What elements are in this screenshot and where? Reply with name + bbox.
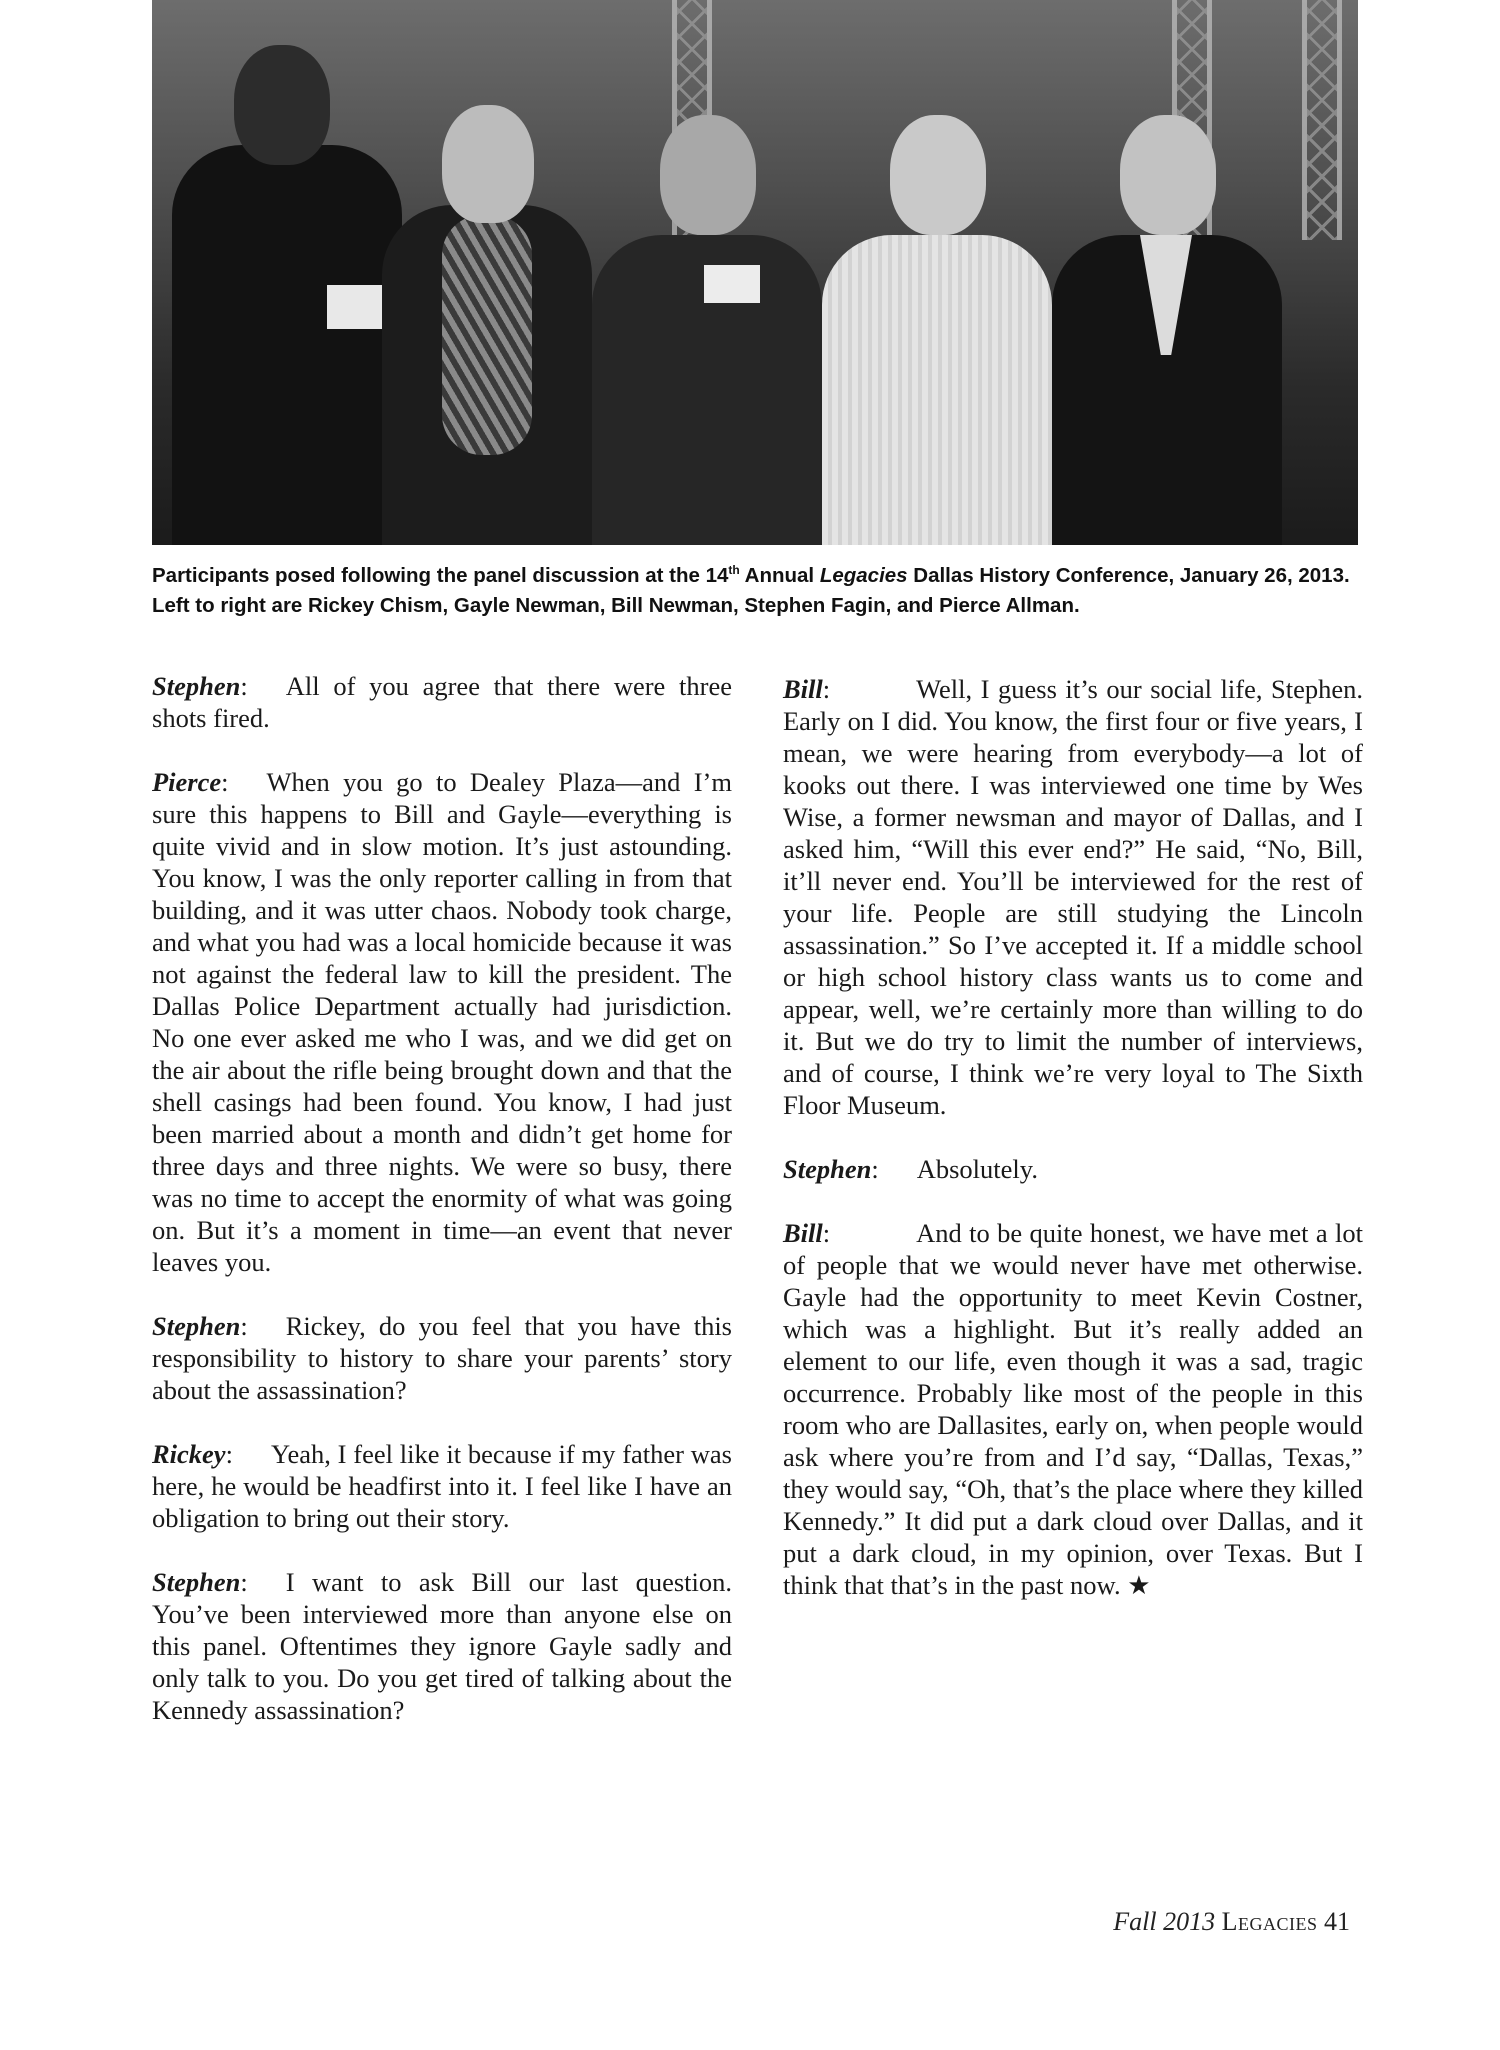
page-number: 41 bbox=[1324, 1907, 1350, 1936]
panel-participants-photo bbox=[152, 0, 1358, 545]
dialogue-text: Absolutely. bbox=[916, 1154, 1038, 1184]
dialogue-text: And to be quite honest, we have met a lot of people that we would never have met otherwise. Gayle had the opportunity to meet Kevin Costner, which was a highlight. But it’s really added an element to our life, even though it was a sad, tragic occurrence. Probably like most of the people in this room who are Dallasites, early on, when people would ask where you’re from and I’d say, “Dallas, Texas,” they would say, “Oh, that’s the place where they killed Kennedy.” It did put a dark cloud over Dallas, and it put a dark cloud, in my opinion, over Texas. But I think that that’s in the past now. bbox=[783, 1218, 1363, 1600]
left-column bbox=[152, 670, 732, 1758]
right-column bbox=[783, 673, 1363, 1634]
person-stephen-fagin bbox=[822, 115, 1052, 545]
dialogue-text: Yeah, I feel like it because if my father was here, he would be headfirst into it. I feel like I have an obligation to bring out their story. bbox=[152, 1439, 732, 1533]
person-gayle-newman bbox=[382, 105, 592, 545]
speaker-name: Stephen bbox=[152, 1567, 241, 1597]
speaker-name: Stephen bbox=[152, 1311, 241, 1341]
stage-truss-far-right bbox=[1302, 0, 1342, 240]
dialogue-text: When you go to Dealey Plaza—and I’m sure this happens to Bill and Gayle—everything is quite vivid and in slow motion. It’s just astounding. You know, I was the only reporter calling in from that building, and it was utter chaos. Nobody took charge, and what you had was a local homicide because it was not against the federal law to kill the president. The Dallas Police Department actually had jurisdiction. No one ever asked me who I was, and we did get on the air about the rifle being brought down and that the shell casings had been found. You know, I had just been married about a month and didn’t get home for three days and three nights. We were so busy, there was no time to accept the enormity of what was going on. But it’s a moment in time—an event that never leaves you. bbox=[152, 767, 732, 1277]
dialogue-paragraph: Bill: And to be quite honest, we have met a lot of people that we would never have met otherwise. Gayle had the opportunity to meet Kevin Costner, which was a highlight. But it’s really added an element to our life, even though it was a sad, tragic occurrence. Probably like most of the people in this room who are Dallasites, early on, when people would ask where you’re from and I’d say, “Dallas, Texas,” they would say, “Oh, that’s the place where they killed Kennedy.” It did put a dark cloud over Dallas, and it put a dark cloud, in my opinion, over Texas. But I think that that’s in the past now. ★ bbox=[783, 1218, 1363, 1600]
photo-caption bbox=[152, 561, 1362, 621]
caption-text: Participants posed following the panel discussion at the 14 bbox=[152, 564, 729, 587]
name-badge bbox=[704, 265, 760, 303]
issue-label: Fall 2013 bbox=[1113, 1907, 1216, 1936]
speaker-name: Bill bbox=[783, 1218, 823, 1248]
star-end-mark-icon: ★ bbox=[1127, 1571, 1151, 1600]
speaker-name: Pierce bbox=[152, 767, 222, 797]
dialogue-paragraph: Stephen: Absolutely. bbox=[783, 1154, 1038, 1184]
dialogue-text: Well, I guess it’s our social life, Stephen. Early on I did. You know, the first four or five years, I mean, we were hearing from everybody—a lot of kooks out there. I was interviewed one time by Wes Wise, a former newsman and mayor of Dallas, and I asked him, “Will this ever end?” He said, “No, Bill, it’ll never end. You’ll be interviewed for the rest of your life. People are still studying the Lincoln assassination.” So I’ve accepted it. If a middle school or high school history class wants us to come and appear, well, we’re certainly more than willing to do it. But we do try to limit the number of interviews, and of course, I think we’re very loyal to The Sixth Floor Museum. bbox=[783, 674, 1363, 1120]
speaker-name: Stephen bbox=[152, 671, 241, 701]
person-bill-newman bbox=[592, 115, 822, 545]
dialogue-text: I want to ask Bill our last question. You’ve been interviewed more than anyone else on this panel. Oftentimes they ignore Gayle sadly and only talk to you. Do you get tired of talking about the Kennedy assassination? bbox=[152, 1567, 732, 1725]
speaker-name: Bill bbox=[783, 674, 823, 704]
person-pierce-allman bbox=[1052, 115, 1282, 545]
dialogue-paragraph: Stephen: All of you agree that there were three shots fired. bbox=[152, 671, 732, 733]
caption-text: Dallas History Conference, January 26, 2013. Left to right are Rickey Chism, Gayle Newman, Bill Newman, Stephen Fagin, and Pierce Allman. bbox=[152, 564, 1350, 617]
magazine-title: Legacies bbox=[1221, 1907, 1318, 1936]
dialogue-paragraph: Rickey: Yeah, I feel like it because if my father was here, he would be headfirst into it. I feel like I have an obligation to bring out their story. bbox=[152, 1439, 732, 1533]
dialogue-text: Rickey, do you feel that you have this responsibility to history to share your parents’ story about the assassination? bbox=[152, 1311, 732, 1405]
dialogue-text: All of you agree that there were three shots fired. bbox=[152, 671, 732, 733]
dialogue-paragraph: Stephen: Rickey, do you feel that you have this responsibility to history to share your parents’ story about the assassination? bbox=[152, 1311, 732, 1405]
dialogue-paragraph: Stephen: I want to ask Bill our last question. You’ve been interviewed more than anyone else on this panel. Oftentimes they ignore Gayle sadly and only talk to you. Do you get tired of talking about the Kennedy assassination? bbox=[152, 1567, 732, 1725]
dialogue-paragraph: Bill: Well, I guess it’s our social life, Stephen. Early on I did. You know, the first four or five years, I mean, we were hearing from everybody—a lot of kooks out there. I was interviewed one time by Wes Wise, a former newsman and mayor of Dallas, and I asked him, “Will this ever end?” He said, “No, Bill, it’ll never end. You’ll be interviewed for the rest of your life. People are still studying the Lincoln assassination.” So I’ve accepted it. If a middle school or high school history class wants us to come and appear, well, we’re certainly more than willing to do it. But we do try to limit the number of interviews, and of course, I think we’re very loyal to The Sixth Floor Museum. bbox=[783, 674, 1363, 1120]
speaker-name: Stephen bbox=[783, 1154, 872, 1184]
caption-italic-title: Legacies bbox=[819, 564, 908, 587]
page-footer bbox=[1113, 1907, 1350, 1937]
person-rickey-chism bbox=[172, 45, 402, 545]
caption-text: Annual bbox=[739, 564, 820, 587]
dialogue-paragraph: Pierce: When you go to Dealey Plaza—and I’m sure this happens to Bill and Gayle—everything is quite vivid and in slow motion. It’s just astounding. You know, I was the only reporter calling in from that building, and it was utter chaos. Nobody took charge, and what you had was a local homicide because it was not against the federal law to kill the president. The Dallas Police Department actually had jurisdiction. No one ever asked me who I was, and we did get on the air about the rifle being brought down and that the shell casings had been found. You know, I had just been married about a month and didn’t get home for three days and three nights. We were so busy, there was no time to accept the enormity of what was going on. But it’s a moment in time—an event that never leaves you. bbox=[152, 767, 732, 1277]
speaker-name: Rickey bbox=[152, 1439, 226, 1469]
caption-superscript: th bbox=[728, 563, 740, 578]
